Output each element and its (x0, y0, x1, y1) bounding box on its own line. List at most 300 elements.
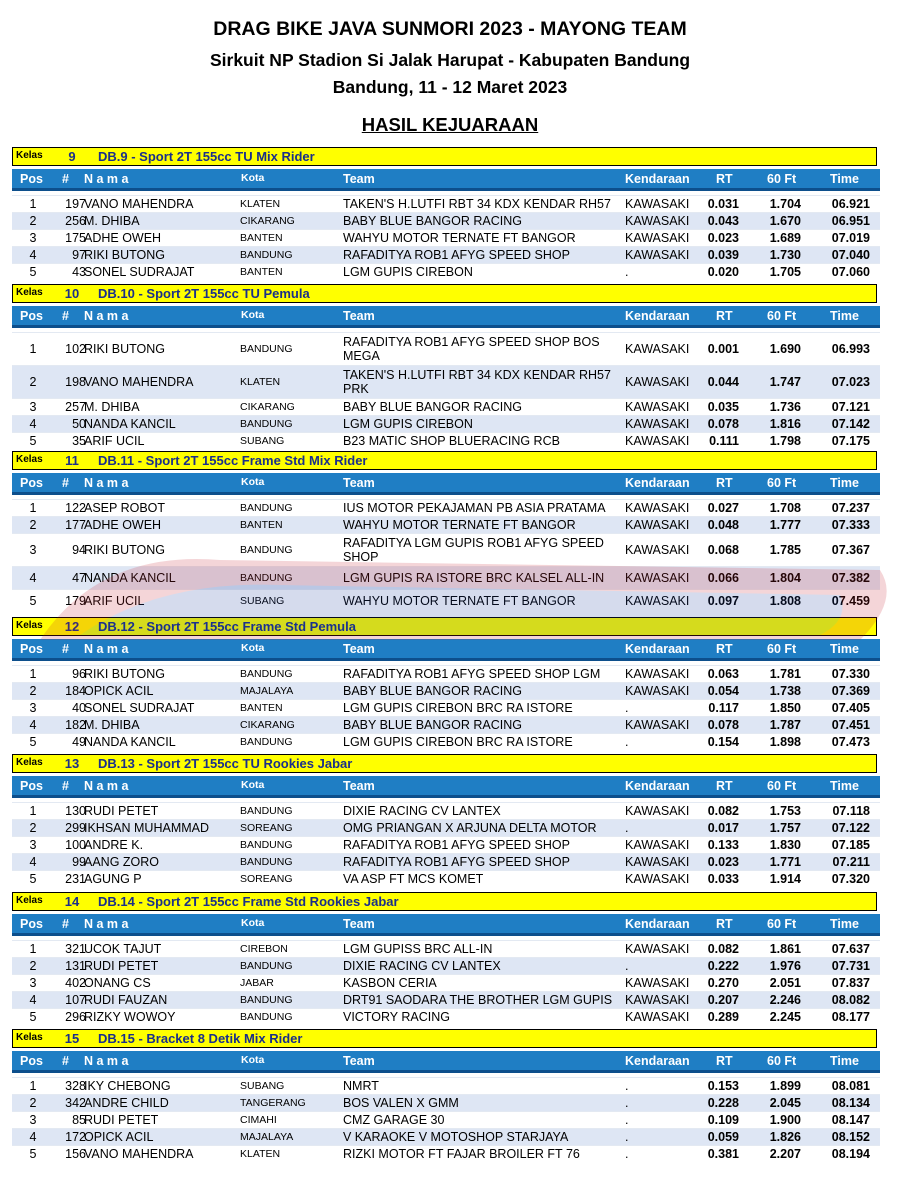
class-name: DB.15 - Bracket 8 Detik Mix Rider (98, 1031, 303, 1046)
column-header-rt: RT (716, 779, 733, 793)
cell-pos: 2 (29, 1096, 37, 1110)
column-header-kendaraan: Kendaraan (625, 642, 690, 656)
cell-kota: BANDUNG (240, 544, 293, 556)
cell-rt: 0.207 (707, 993, 739, 1007)
column-header-kendaraan: Kendaraan (625, 172, 690, 186)
cell-team: VICTORY RACING (343, 1010, 450, 1024)
cell-pos: 5 (29, 434, 37, 448)
column-header-kendaraan: Kendaraan (625, 309, 690, 323)
cell-kend: . (625, 1147, 629, 1161)
cell-kota: BANDUNG (240, 960, 293, 972)
cell-kota: BANDUNG (240, 668, 293, 680)
class-number: 14 (64, 894, 80, 909)
cell-kend: KAWASAKI (625, 518, 690, 532)
cell-nama: RIZKY WOWOY (84, 1010, 176, 1024)
cell-time: 07.405 (831, 701, 870, 715)
cell-nama: RIKI BUTONG (84, 543, 166, 557)
cell-pos: 3 (29, 701, 37, 715)
cell-pos: 1 (29, 197, 37, 211)
cell-team: LGM GUPIS CIREBON BRC RA ISTORE (343, 701, 573, 715)
cell-ft: 1.690 (769, 342, 801, 356)
cell-no: 96 (72, 667, 86, 681)
column-header-kota: Kota (241, 779, 265, 791)
cell-no: 402 (65, 976, 86, 990)
cell-pos: 1 (29, 501, 37, 515)
column-header-row (12, 306, 880, 328)
table-row (12, 1077, 880, 1094)
cell-no: 182 (65, 718, 86, 732)
cell-kend: . (625, 1096, 629, 1110)
cell-nama: RUDI PETET (84, 804, 159, 818)
cell-team: KASBON CERIA (343, 976, 437, 990)
cell-rt: 0.039 (707, 248, 739, 262)
cell-nama: M. DHIBA (84, 214, 140, 228)
cell-pos: 2 (29, 375, 37, 389)
results-rows (12, 665, 880, 750)
cell-nama: IKHSAN MUHAMMAD (84, 821, 210, 835)
class-number: 11 (65, 453, 79, 468)
cell-kota: BANDUNG (240, 839, 293, 851)
cell-kend: KAWASAKI (625, 855, 690, 869)
cell-pos: 4 (29, 571, 37, 585)
cell-time: 07.382 (831, 571, 870, 585)
cell-kota: KLATEN (240, 376, 281, 388)
table-row (12, 398, 880, 415)
cell-rt: 0.027 (707, 501, 739, 515)
cell-rt: 0.078 (707, 718, 739, 732)
cell-kota: CIREBON (240, 943, 288, 955)
cell-rt: 0.381 (707, 1147, 739, 1161)
column-header-time: Time (830, 779, 859, 793)
cell-rt: 0.133 (707, 838, 739, 852)
cell-team: WAHYU MOTOR TERNATE FT BANGOR (343, 594, 576, 608)
cell-time: 08.081 (831, 1079, 870, 1093)
table-row (12, 1094, 880, 1111)
cell-pos: 2 (29, 821, 37, 835)
column-header-kendaraan: Kendaraan (625, 476, 690, 490)
cell-kend: KAWASAKI (625, 400, 690, 414)
cell-kota: BANDUNG (240, 418, 293, 430)
cell-time: 08.194 (831, 1147, 870, 1161)
cell-pos: 3 (29, 543, 37, 557)
cell-kend: KAWASAKI (625, 872, 690, 886)
cell-nama: ADHE OWEH (84, 231, 162, 245)
column-header-time: Time (830, 476, 859, 490)
cell-team: BABY BLUE BANGOR RACING (343, 400, 522, 414)
class-number: 9 (68, 149, 76, 164)
cell-nama: ARIF UCIL (84, 434, 145, 448)
table-row (12, 229, 880, 246)
cell-rt: 0.001 (707, 342, 739, 356)
cell-rt: 0.222 (707, 959, 739, 973)
class-title-bar (12, 1029, 877, 1048)
cell-time: 08.082 (831, 993, 870, 1007)
cell-time: 07.459 (831, 594, 870, 608)
cell-kend: KAWASAKI (625, 543, 690, 557)
cell-pos: 1 (29, 342, 37, 356)
cell-team: TAKEN'S H.LUTFI RBT 34 KDX KENDAR RH57 (343, 197, 611, 211)
table-row (12, 516, 880, 533)
cell-pos: 1 (29, 804, 37, 818)
results-rows (12, 332, 880, 449)
cell-team: WAHYU MOTOR TERNATE FT BANGOR (343, 518, 576, 532)
cell-kota: BANDUNG (240, 502, 293, 514)
results-rows (12, 940, 880, 1025)
cell-ft: 1.850 (769, 701, 801, 715)
cell-rt: 0.066 (707, 571, 739, 585)
table-row (12, 716, 880, 733)
class-number: 10 (64, 286, 80, 301)
cell-nama: M. DHIBA (84, 718, 140, 732)
cell-kend: KAWASAKI (625, 1010, 690, 1024)
column-header-pos: Pos (20, 476, 43, 490)
cell-time: 07.175 (831, 434, 870, 448)
table-row (12, 566, 880, 589)
cell-no: 179 (65, 594, 86, 608)
cell-kota: SUBANG (240, 595, 285, 607)
class-title-bar (12, 892, 877, 911)
cell-time: 07.731 (831, 959, 870, 973)
class-number: 13 (64, 756, 80, 771)
cell-nama: OPICK ACIL (84, 684, 154, 698)
cell-time: 07.237 (831, 501, 870, 515)
column-header-no: # (62, 642, 69, 656)
column-header-rt: RT (716, 309, 733, 323)
cell-time: 07.040 (831, 248, 870, 262)
column-header-ft: 60 Ft (767, 476, 797, 490)
cell-no: 94 (72, 543, 86, 557)
cell-ft: 2.246 (769, 993, 801, 1007)
cell-no: 99 (72, 855, 86, 869)
cell-ft: 1.736 (769, 400, 801, 414)
column-header-nama: N a m a (84, 309, 129, 323)
cell-pos: 1 (29, 942, 37, 956)
cell-ft: 1.738 (769, 684, 801, 698)
cell-kota: SOREANG (240, 873, 293, 885)
class-name: DB.11 - Sport 2T 155cc Frame Std Mix Rider (98, 453, 368, 468)
class-title-bar (12, 617, 877, 636)
table-row (12, 940, 880, 957)
cell-ft: 1.670 (769, 214, 801, 228)
column-header-no: # (62, 172, 69, 186)
column-header-no: # (62, 476, 69, 490)
column-header-row (12, 169, 880, 191)
cell-time: 07.473 (831, 735, 870, 749)
cell-no: 122 (65, 501, 86, 515)
cell-rt: 0.033 (707, 872, 739, 886)
cell-ft: 1.771 (769, 855, 801, 869)
cell-nama: ANDRE K. (84, 838, 144, 852)
cell-pos: 4 (29, 248, 37, 262)
cell-team: RIZKI MOTOR FT FAJAR BROILER FT 76 (343, 1147, 580, 1161)
column-header-kota: Kota (241, 1054, 265, 1066)
cell-team: CMZ GARAGE 30 (343, 1113, 445, 1127)
cell-ft: 1.976 (769, 959, 801, 973)
column-header-rt: RT (716, 476, 733, 490)
table-row (12, 415, 880, 432)
cell-kota: BANDUNG (240, 856, 293, 868)
cell-no: 175 (65, 231, 86, 245)
cell-nama: NANDA KANCIL (84, 417, 176, 431)
cell-no: 299 (65, 821, 86, 835)
cell-kend: . (625, 1130, 629, 1144)
cell-ft: 1.861 (769, 942, 801, 956)
cell-time: 07.837 (831, 976, 870, 990)
cell-kota: SUBANG (240, 1080, 285, 1092)
table-row (12, 802, 880, 819)
cell-rt: 0.017 (707, 821, 739, 835)
column-header-kendaraan: Kendaraan (625, 917, 690, 931)
cell-time: 07.637 (831, 942, 870, 956)
cell-ft: 1.830 (769, 838, 801, 852)
cell-no: 47 (72, 571, 86, 585)
cell-team: LGM GUPISS BRC ALL-IN (343, 942, 493, 956)
cell-kend: KAWASAKI (625, 417, 690, 431)
cell-time: 07.122 (831, 821, 870, 835)
column-header-row (12, 914, 880, 936)
column-header-rt: RT (716, 917, 733, 931)
cell-no: 40 (72, 701, 86, 715)
cell-rt: 0.059 (707, 1130, 739, 1144)
column-header-nama: N a m a (84, 779, 129, 793)
cell-rt: 0.117 (708, 701, 739, 715)
cell-nama: ARIF UCIL (84, 594, 145, 608)
table-row (12, 853, 880, 870)
cell-pos: 3 (29, 838, 37, 852)
cell-pos: 4 (29, 417, 37, 431)
cell-no: 100 (65, 838, 86, 852)
cell-pos: 2 (29, 214, 37, 228)
column-header-row (12, 639, 880, 661)
column-header-kota: Kota (241, 172, 265, 184)
cell-no: 177 (65, 518, 86, 532)
cell-no: 257 (65, 400, 86, 414)
cell-kend: . (625, 959, 629, 973)
cell-nama: NANDA KANCIL (84, 735, 176, 749)
cell-team: IUS MOTOR PEKAJAMAN PB ASIA PRATAMA (343, 501, 606, 515)
cell-time: 08.147 (831, 1113, 870, 1127)
class-title-bar (12, 754, 877, 773)
column-header-time: Time (830, 642, 859, 656)
class-title-bar (12, 284, 877, 303)
cell-kota: BANTEN (240, 266, 283, 278)
column-header-team: Team (343, 779, 375, 793)
table-row (12, 499, 880, 516)
column-header-ft: 60 Ft (767, 642, 797, 656)
table-row (12, 974, 880, 991)
cell-rt: 0.044 (707, 375, 739, 389)
column-header-ft: 60 Ft (767, 172, 797, 186)
kelas-label: Kelas (16, 1032, 43, 1043)
cell-team: DIXIE RACING CV LANTEX (343, 959, 501, 973)
cell-nama: AGUNG P (84, 872, 142, 886)
cell-pos: 2 (29, 518, 37, 532)
cell-nama: RIKI BUTONG (84, 342, 166, 356)
column-header-row (12, 776, 880, 798)
cell-no: 197 (65, 197, 86, 211)
cell-kota: CIMAHI (240, 1114, 277, 1126)
cell-kend: KAWASAKI (625, 993, 690, 1007)
cell-time: 08.134 (831, 1096, 870, 1110)
cell-team: RAFADITYA ROB1 AFYG SPEED SHOP (343, 248, 570, 262)
cell-no: 43 (72, 265, 86, 279)
cell-pos: 2 (29, 959, 37, 973)
cell-kota: BANTEN (240, 232, 283, 244)
cell-time: 07.330 (831, 667, 870, 681)
cell-pos: 2 (29, 684, 37, 698)
cell-rt: 0.082 (707, 942, 739, 956)
cell-ft: 1.900 (769, 1113, 801, 1127)
cell-kend: KAWASAKI (625, 501, 690, 515)
cell-ft: 1.777 (769, 518, 801, 532)
cell-kota: BANDUNG (240, 249, 293, 261)
cell-team: BABY BLUE BANGOR RACING (343, 718, 522, 732)
cell-team: RAFADITYA LGM GUPIS ROB1 AFYG SPEED SHOP (343, 536, 604, 564)
cell-kend: KAWASAKI (625, 667, 690, 681)
cell-team: RAFADITYA ROB1 AFYG SPEED SHOP BOS MEGA (343, 335, 600, 363)
column-header-no: # (62, 917, 69, 931)
column-header-no: # (62, 779, 69, 793)
column-header-team: Team (343, 309, 375, 323)
class-number: 15 (64, 1031, 80, 1046)
cell-pos: 5 (29, 872, 37, 886)
cell-team: LGM GUPIS CIREBON (343, 417, 473, 431)
cell-kend: KAWASAKI (625, 214, 690, 228)
kelas-label: Kelas (16, 620, 43, 631)
cell-rt: 0.082 (707, 804, 739, 818)
column-header-team: Team (343, 1054, 375, 1068)
class-name: DB.13 - Sport 2T 155cc TU Rookies Jabar (98, 756, 353, 771)
cell-rt: 0.020 (707, 265, 739, 279)
column-header-no: # (62, 1054, 69, 1068)
cell-no: 328 (65, 1079, 86, 1093)
venue: Sirkuit NP Stadion Si Jalak Harupat - Kabupaten Bandung (209, 50, 691, 70)
cell-nama: RUDI PETET (84, 959, 159, 973)
cell-no: 172 (65, 1130, 86, 1144)
cell-kend: KAWASAKI (625, 197, 690, 211)
section-title: HASIL KEJUARAAN (361, 114, 539, 135)
cell-rt: 0.111 (709, 434, 739, 448)
cell-no: 231 (65, 872, 86, 886)
cell-no: 131 (65, 959, 86, 973)
cell-no: 97 (72, 248, 86, 262)
kelas-label: Kelas (16, 454, 43, 465)
cell-no: 156 (65, 1147, 86, 1161)
cell-time: 07.118 (832, 804, 870, 818)
cell-rt: 0.270 (707, 976, 739, 990)
cell-time: 08.152 (831, 1130, 870, 1144)
cell-kend: . (625, 821, 629, 835)
cell-kend: KAWASAKI (625, 434, 690, 448)
cell-nama: UCOK TAJUT (84, 942, 162, 956)
cell-rt: 0.153 (707, 1079, 739, 1093)
cell-team: DRT91 SAODARA THE BROTHER LGM GUPIS (343, 993, 613, 1007)
cell-no: 50 (72, 417, 86, 431)
cell-ft: 1.705 (769, 265, 801, 279)
class-title-bar (12, 451, 877, 470)
cell-rt: 0.097 (707, 594, 739, 608)
cell-ft: 1.704 (769, 197, 801, 211)
cell-team: LGM GUPIS CIREBON (343, 265, 473, 279)
kelas-label: Kelas (16, 895, 43, 906)
cell-nama: VANO MAHENDRA (84, 375, 194, 389)
cell-ft: 1.730 (769, 248, 801, 262)
cell-no: 49 (72, 735, 86, 749)
table-row (12, 1145, 880, 1162)
cell-kend: KAWASAKI (625, 976, 690, 990)
kelas-label: Kelas (16, 757, 43, 768)
cell-pos: 4 (29, 1130, 37, 1144)
cell-no: 130 (65, 804, 86, 818)
cell-kota: BANDUNG (240, 994, 293, 1006)
column-header-ft: 60 Ft (767, 779, 797, 793)
column-header-pos: Pos (20, 309, 43, 323)
table-row (12, 1111, 880, 1128)
cell-nama: RIKI BUTONG (84, 667, 166, 681)
cell-time: 06.951 (831, 214, 870, 228)
cell-kend: KAWASAKI (625, 594, 690, 608)
column-header-no: # (62, 309, 69, 323)
column-header-kota: Kota (241, 309, 265, 321)
table-row (12, 365, 880, 398)
cell-ft: 1.826 (769, 1130, 801, 1144)
class-name: DB.10 - Sport 2T 155cc TU Pemula (98, 286, 310, 301)
cell-rt: 0.289 (707, 1010, 739, 1024)
column-header-pos: Pos (20, 917, 43, 931)
column-header-team: Team (343, 476, 375, 490)
cell-team: B23 MATIC SHOP BLUERACING RCB (343, 434, 560, 448)
cell-no: 296 (65, 1010, 86, 1024)
cell-no: 184 (65, 684, 86, 698)
cell-kend: KAWASAKI (625, 942, 690, 956)
results-rows (12, 1077, 880, 1162)
table-row (12, 991, 880, 1008)
cell-time: 07.451 (831, 718, 870, 732)
cell-kota: MAJALAYA (240, 685, 294, 697)
column-header-row (12, 1051, 880, 1073)
cell-kota: SOREANG (240, 822, 293, 834)
cell-time: 06.993 (831, 342, 870, 356)
cell-time: 07.142 (831, 417, 870, 431)
cell-kend: . (625, 1079, 629, 1093)
column-header-nama: N a m a (84, 642, 129, 656)
cell-kend: KAWASAKI (625, 838, 690, 852)
table-row (12, 195, 880, 212)
kelas-label: Kelas (16, 287, 43, 298)
cell-no: 35 (72, 434, 86, 448)
cell-pos: 3 (29, 231, 37, 245)
cell-nama: AANG ZORO (84, 855, 160, 869)
cell-team: LGM GUPIS RA ISTORE BRC KALSEL ALL-IN (343, 571, 605, 585)
cell-pos: 5 (29, 1147, 37, 1161)
cell-pos: 4 (29, 993, 37, 1007)
cell-kend: KAWASAKI (625, 684, 690, 698)
cell-team: BABY BLUE BANGOR RACING (343, 684, 522, 698)
table-row (12, 212, 880, 229)
table-row (12, 957, 880, 974)
column-header-ft: 60 Ft (767, 1054, 797, 1068)
cell-nama: ONANG CS (84, 976, 151, 990)
cell-ft: 1.708 (769, 501, 801, 515)
cell-kend: KAWASAKI (625, 342, 690, 356)
column-header-kota: Kota (241, 917, 265, 929)
column-header-ft: 60 Ft (767, 917, 797, 931)
cell-ft: 2.245 (769, 1010, 801, 1024)
cell-time: 07.019 (831, 231, 870, 245)
cell-time: 07.333 (831, 518, 870, 532)
column-header-time: Time (830, 917, 859, 931)
cell-kota: KLATEN (240, 198, 281, 210)
